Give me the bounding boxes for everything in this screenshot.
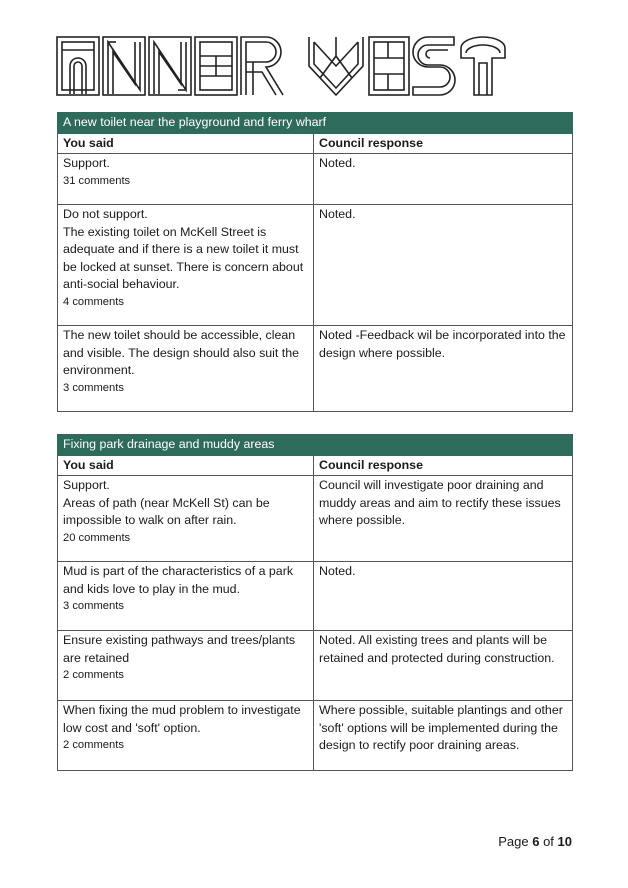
said-text: Do not support. — [63, 207, 148, 221]
you-said-cell — [58, 701, 314, 771]
said-text: The new toilet should be accessible, clean and visible. The design should also suit the environment. — [63, 328, 300, 377]
council-response-cell: Noted. All existing trees and plants will be retained and protected during construction. — [314, 631, 573, 701]
said-text: Mud is part of the characteristics of a park and kids love to play in the mud. — [63, 564, 294, 596]
you-said-cell — [58, 326, 314, 412]
table-title: A new toilet near the playground and ferry wharf — [58, 113, 573, 134]
comment-count: 31 comments — [63, 174, 131, 187]
said-text: Ensure existing pathways and trees/plants are retained — [63, 633, 296, 665]
col-header-you-said: You said — [58, 455, 314, 476]
table-row — [58, 154, 573, 205]
said-text: Areas of path (near McKell St) can be impossible to walk on after rain. — [63, 495, 270, 527]
inner-west-logo — [56, 36, 534, 96]
toilet-feedback-table — [57, 112, 573, 412]
col-header-council-response: Council response — [314, 133, 573, 154]
table-row — [58, 701, 573, 771]
you-said-cell — [58, 205, 314, 326]
drainage-feedback-table — [57, 434, 573, 771]
you-said-cell — [58, 476, 314, 562]
you-said-cell — [58, 154, 314, 205]
council-response-cell: Noted. — [314, 205, 573, 326]
said-text: Support. — [63, 156, 110, 170]
you-said-cell — [58, 631, 314, 701]
said-text: When fixing the mud problem to investigate low cost and 'soft' option. — [63, 703, 301, 735]
you-said-cell — [58, 562, 314, 631]
comment-count: 3 comments — [63, 600, 124, 612]
said-text: Support. — [63, 478, 110, 492]
table-row — [58, 631, 573, 701]
council-response-cell: Noted. — [314, 154, 573, 205]
comment-count: 20 comments — [63, 531, 131, 544]
comment-count: 4 comments — [63, 295, 124, 308]
page-current: 6 — [532, 834, 540, 849]
table-row — [58, 476, 573, 562]
page-prefix: Page — [498, 834, 529, 849]
page-of: of — [543, 834, 554, 849]
page-total: 10 — [557, 834, 572, 849]
council-response-cell: Council will investigate poor draining and muddy areas and aim to rectify these issues where possible. — [314, 476, 573, 562]
council-response-cell: Noted -Feedback wil be incorporated into the design where possible. — [314, 326, 573, 412]
page-number — [498, 834, 572, 849]
comment-count: 2 comments — [63, 739, 124, 751]
col-header-you-said: You said — [58, 133, 314, 154]
council-response-cell: Where possible, suitable plantings and other 'soft' options will be implemented during the design to rectify poor draining areas. — [314, 701, 573, 771]
table-title: Fixing park drainage and muddy areas — [58, 435, 573, 456]
col-header-council-response: Council response — [314, 455, 573, 476]
comment-count: 2 comments — [63, 669, 124, 681]
comment-count: 3 comments — [63, 381, 124, 394]
table-row — [58, 205, 573, 326]
table-row — [58, 562, 573, 631]
said-text: The existing toilet on McKell Street is adequate and if there is a new toilet it must be locked at sunset. There is concern about anti-social behaviour. — [63, 224, 304, 291]
council-response-cell: Noted. — [314, 562, 573, 631]
table-row — [58, 326, 573, 412]
